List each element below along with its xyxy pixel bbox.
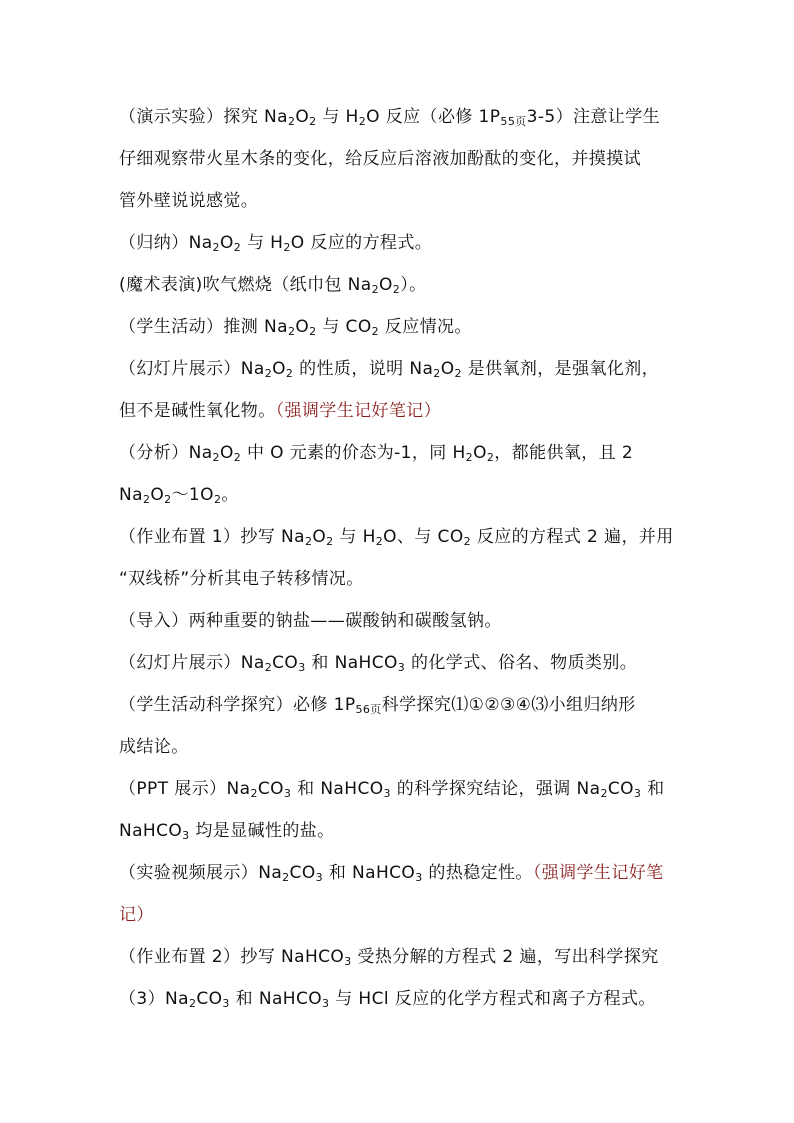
text-segment: O 反应（必修 1P: [366, 107, 501, 127]
text-segment: CO: [272, 653, 299, 673]
text-line: [119, 735, 689, 759]
subscript: 3: [415, 871, 423, 884]
text-line: [119, 189, 689, 213]
subscript: 3: [222, 997, 230, 1010]
text-line: [119, 273, 689, 297]
emphasis-note: （强调学生记好笔记）: [275, 401, 442, 421]
text-segment: （PPT 展示）Na: [119, 779, 251, 799]
text-line: [119, 903, 689, 927]
text-segment: 和: [641, 779, 665, 799]
subscript: 3: [315, 871, 324, 884]
subscript: 2: [309, 325, 317, 338]
subscript: 2: [463, 535, 472, 548]
text-line: [119, 357, 689, 381]
text-segment: 中 O 元素的价态为-1，同 H: [241, 443, 466, 463]
subscript: 2: [392, 283, 401, 296]
subscript: 2: [282, 871, 290, 884]
subscript: 2: [486, 451, 495, 464]
text-line: [119, 861, 689, 885]
subscript: 2: [358, 115, 367, 128]
text-segment: 科学探究⑴①②③④⑶小组归纳形: [381, 695, 636, 715]
text-segment: 受热分解的方程式 2 遍，写出科学探究: [351, 947, 659, 967]
subscript: 3: [322, 997, 330, 1010]
text-segment: CO: [196, 989, 223, 1009]
text-line: [119, 315, 689, 339]
text-segment: O: [219, 233, 234, 253]
text-segment: Na: [119, 485, 143, 505]
text-line: [119, 399, 689, 423]
text-segment: （作业布置 2）抄写 NaHCO: [119, 947, 345, 967]
subscript: 2: [304, 535, 313, 548]
subscript: 2: [309, 115, 317, 128]
text-segment: “双线桥”分析其电子转移情况。: [119, 569, 364, 589]
text-segment: 与 HCl 反应的化学方程式和离子方程式。: [329, 989, 656, 1009]
text-segment: 与 H: [316, 107, 359, 127]
text-segment: （幻灯片展示）Na: [119, 359, 265, 379]
text-line: [119, 147, 689, 171]
text-segment: CO: [607, 779, 634, 799]
subscript: 2: [465, 451, 474, 464]
text-segment: (魔术表演)吹气燃烧（纸巾包 Na: [119, 275, 372, 295]
text-segment: 与 CO: [316, 317, 372, 337]
subscript: 2: [142, 493, 151, 506]
text-segment: 的性质，说明 Na: [293, 359, 434, 379]
text-segment: ～1O: [171, 485, 214, 505]
text-segment: 和 NaHCO: [229, 989, 323, 1009]
text-segment: 的热稳定性。: [422, 863, 533, 883]
subscript: 2: [375, 535, 384, 548]
subscript: 2: [212, 241, 220, 254]
emphasis-note: 记）: [119, 905, 154, 925]
text-line: [119, 693, 689, 717]
text-segment: O: [219, 443, 234, 463]
text-line: [119, 651, 689, 675]
text-line: [119, 945, 689, 969]
text-segment: 和 NaHCO: [291, 779, 384, 799]
subscript: 2: [326, 535, 334, 548]
text-segment: （实验视频展示）Na: [119, 863, 283, 883]
text-segment: 反应情况。: [379, 317, 472, 337]
text-segment: 和 NaHCO: [305, 653, 398, 673]
text-segment: （学生活动科学探究）必修 1P: [119, 695, 356, 715]
subscript: 2: [250, 787, 258, 800]
text-segment: （幻灯片展示）Na: [119, 653, 265, 673]
text-segment: 管外壁说说感觉。: [119, 191, 259, 211]
text-segment: （分析）Na: [119, 443, 213, 463]
subscript: 3: [633, 787, 642, 800]
text-segment: 的化学式、俗名、物质类别。: [405, 653, 638, 673]
subscript: 3: [182, 829, 190, 842]
subscript: 2: [283, 241, 291, 254]
subscript: 2: [164, 493, 172, 506]
subscript: 3: [298, 661, 306, 674]
text-segment: O: [272, 359, 286, 379]
text-segment: 与 H: [241, 233, 284, 253]
emphasis-note: （强调学生记好笔: [532, 863, 664, 883]
subscript: 55页: [500, 115, 527, 128]
subscript: 2: [287, 115, 296, 128]
subscript: 2: [287, 325, 296, 338]
text-segment: 和 NaHCO: [323, 863, 416, 883]
text-segment: CO: [257, 779, 284, 799]
text-line: [119, 819, 689, 843]
subscript: 2: [600, 787, 608, 800]
text-line: [119, 441, 689, 465]
subscript: 2: [233, 451, 242, 464]
text-segment: NaHCO: [119, 821, 183, 841]
subscript: 2: [454, 367, 462, 380]
text-segment: 成结论。: [119, 737, 189, 757]
subscript: 2: [433, 367, 441, 380]
text-line: [119, 777, 689, 801]
text-line: [119, 609, 689, 633]
text-segment: O、与 CO: [383, 527, 464, 547]
text-line: [119, 987, 689, 1011]
text-segment: 但不是碱性氧化物。: [119, 401, 276, 421]
subscript: 2: [213, 493, 222, 506]
text-segment: O 反应的方程式。: [290, 233, 433, 253]
text-line: [119, 105, 689, 129]
text-segment: 与 H: [333, 527, 376, 547]
subscript: 2: [264, 367, 273, 380]
text-segment: （作业布置 1）抄写 Na: [119, 527, 305, 547]
text-segment: 均是显碱性的盐。: [189, 821, 335, 841]
text-segment: O: [150, 485, 165, 505]
subscript: 3: [344, 955, 352, 968]
text-segment: O: [379, 275, 393, 295]
text-segment: ）。: [400, 275, 427, 295]
text-segment: ，都能供氧，且 2: [494, 443, 634, 463]
text-segment: 反应的方程式 2 遍，并用: [471, 527, 674, 547]
text-segment: 的科学探究结论，强调 Na: [390, 779, 601, 799]
subscript: 2: [264, 661, 273, 674]
subscript: 2: [188, 997, 197, 1010]
subscript: 56页: [355, 703, 382, 716]
text-line: [119, 231, 689, 255]
text-line: [119, 525, 689, 549]
text-segment: （归纳）Na: [119, 233, 213, 253]
subscript: 3: [283, 787, 292, 800]
subscript: 3: [383, 787, 391, 800]
text-segment: （导入）两种重要的钠盐——碳酸钠和碳酸氢钠。: [119, 611, 502, 631]
subscript: 2: [212, 451, 220, 464]
text-segment: 3-5）注意让学生: [526, 107, 660, 127]
text-segment: O: [312, 527, 327, 547]
text-segment: O: [295, 317, 310, 337]
text-segment: O: [473, 443, 487, 463]
text-line: [119, 483, 689, 507]
subscript: 2: [285, 367, 294, 380]
text-segment: O: [295, 107, 310, 127]
text-segment: （演示实验）探究 Na: [119, 107, 288, 127]
text-segment: 是供氧剂，是强氧化剂，: [461, 359, 660, 379]
subscript: 3: [397, 661, 406, 674]
text-segment: 。: [221, 485, 239, 505]
text-segment: （3）Na: [119, 989, 189, 1009]
subscript: 2: [371, 283, 380, 296]
text-segment: （学生活动）推测 Na: [119, 317, 288, 337]
subscript: 2: [233, 241, 242, 254]
subscript: 2: [371, 325, 380, 338]
text-line: [119, 567, 689, 591]
text-segment: CO: [289, 863, 316, 883]
text-segment: 仔细观察带火星木条的变化，给反应后溶液加酚酞的变化，并摸摸试: [119, 149, 641, 169]
text-segment: O: [440, 359, 455, 379]
